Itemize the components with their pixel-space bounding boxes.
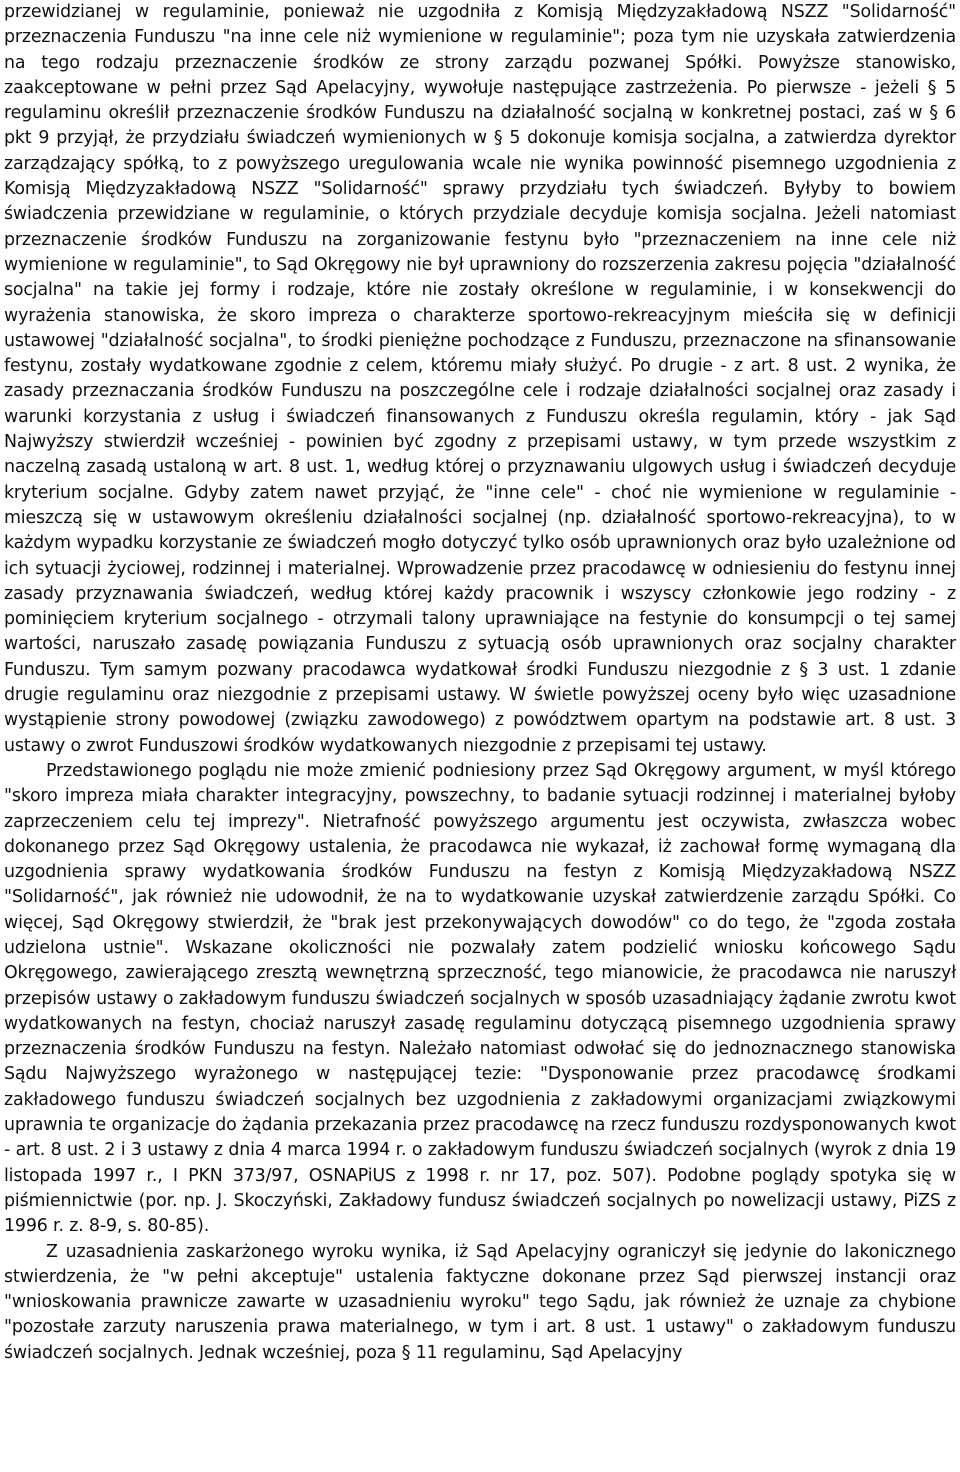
- paragraph-1: przewidzianej w regulaminie, ponieważ nie uzgodniła z Komisją Międzyzakładową NSZZ "Solidarność" przeznaczenia Funduszu "na inne cele niż wymienione w regulaminie"; poza tym nie uzyskała zatwierdzenia na tego rodzaju przeznaczenie środków ze strony zarządu pozwanej Spółki. Powyższe stanowisko, zaakceptowane w pełni przez Sąd Apelacyjny, wywołuje następujące zastrzeżenia. Po pierwsze - jeżeli § 5 regulaminu określił przeznaczenie środków Funduszu na działalność socjalną w konkretnej postaci, zaś w § 6 pkt 9 przyjął, że przydziału świadczeń wymienionych w § 5 dokonuje komisja socjalna, a zatwierdza dyrektor zarządzający spółką, to z powyższego uregulowania wcale nie wynika powinność pisemnego uzgodnienia z Komisją Międzyzakładową NSZZ "Solidarność" sprawy przydziału tych świadczeń. Byłyby to bowiem świadczenia przewidziane w regulaminie, o których przydziale decyduje komisja socjalna. Jeżeli natomiast przeznaczenie środków Funduszu na zorganizowanie festynu było "przeznaczeniem na inne cele niż wymienione w regulaminie", to Sąd Okręgowy nie był uprawniony do rozszerzenia zakresu pojęcia "działalność socjalna" na takie jej formy i rodzaje, które nie zostały określone w regulaminie, i w konsekwencji do wyrażenia stanowiska, że skoro impreza o charakterze sportowo-rekreacyjnym mieściła się w definicji ustawowej "działalność socjalna", to środki pieniężne pochodzące z Funduszu, przeznaczone na sfinansowanie festynu, zostały wydatkowane zgodnie z celem, któremu miały służyć. Po drugie - z art. 8 ust. 2 wynika, że zasady przeznaczania środków Funduszu na poszczególne cele i rodzaje działalności socjalnej oraz zasady i warunki korzystania z usług i świadczeń finansowanych z Funduszu określa regulamin, który - jak Sąd Najwyższy stwierdził wcześniej - powinien być zgodny z przepisami ustawy, w tym przede wszystkim z naczelną zasadą ustaloną w art. 8 ust. 1, według której o przyznawaniu ulgowych usług i świadczeń decyduje kryterium socjalne. Gdyby zatem nawet przyjąć, że "inne cele" - choć nie wymienione w regulaminie - mieszczą się w ustawowym określeniu działalności socjalnej (np. działalność sportowo-rekreacyjna), to w każdym wypadku korzystanie ze świadczeń mogło dotyczyć tylko osób uprawnionych oraz było uzależnione od ich sytuacji życiowej, rodzinnej i materialnej. Wprowadzenie przez pracodawcę w odniesieniu do festynu innej zasady przyznawania świadczeń, według której każdy pracownik i wszyscy członkowie jego rodziny - z pominięciem kryterium socjalnego - otrzymali talony uprawniające na festynie do konsumpcji o tej samej wartości, naruszało zasadę powiązania Funduszu z sytuacją osób uprawnionych oraz socjalny charakter Funduszu. Tym samym pozwany pracodawca wydatkował środki Funduszu niezgodnie z § 3 ust. 1 zdanie drugie regulaminu oraz niezgodnie z przepisami ustawy. W świetle powyższej oceny było więc uzasadnione wystąpienie strony powodowej (związku zawodowego) z powództwem opartym na podstawie art. 8 ust. 3 ustawy o zwrot Funduszowi środków wydatkowanych niezgodnie z przepisami tej ustawy.: [4, 2, 956, 756]
- paragraph-3: Z uzasadnienia zaskarżonego wyroku wynika, iż Sąd Apelacyjny ograniczył się jedynie do lakonicznego stwierdzenia, że "w pełni akceptuje" ustalenia faktyczne dokonane przez Sąd pierwszej instancji oraz "wnioskowania prawnicze zawarte w uzasadnieniu wyroku" tego Sądu, jak również że uznaje za chybione "pozostałe zarzuty naruszenia prawa materialnego, w tym i art. 8 ust. 1 ustawy" o zakładowym funduszu świadczeń socjalnych. Jednak wcześniej, poza § 11 regulaminu, Sąd Apelacyjny: [4, 1241, 956, 1363]
- paragraph-2: Przedstawionego poglądu nie może zmienić podniesiony przez Sąd Okręgowy argument, w myśl którego "skoro impreza miała charakter integracyjny, powszechny, to badanie sytuacji rodzinnej i materialnej byłoby zaprzeczeniem celu tej imprezy". Nietrafność powyższego argumentu jest oczywista, zwłaszcza wobec dokonanego przez Sąd Okręgowy ustalenia, że pracodawca nie wykazał, iż zachował formę wymaganą dla uzgodnienia sprawy wydatkowania środków Funduszu na festyn z Komisją Międzyzakładową NSZZ "Solidarność", jak również nie udowodnił, że na to wydatkowanie uzyskał zatwierdzenie zarządu Spółki. Co więcej, Sąd Okręgowy stwierdził, że "brak jest przekonywających dowodów" co do tego, że "zgoda została udzielona ustnie". Wskazane okoliczności nie pozwalały zatem podzielić wniosku końcowego Sądu Okręgowego, zawierającego zresztą wewnętrzną sprzeczność, tego mianowicie, że pracodawca nie naruszył przepisów ustawy o zakładowym funduszu świadczeń socjalnych w sposób uzasadniający żądanie zwrotu kwot wydatkowanych na festyn, chociaż naruszył zasadę regulaminu dotyczącą pisemnego uzgodnienia sprawy przeznaczenia środków Funduszu na festyn. Należało natomiast odwołać się do jednoznacznego stanowiska Sądu Najwyższego wyrażonego w następującej tezie: "Dysponowanie przez pracodawcę środkami zakładowego funduszu świadczeń socjalnych bez uzgodnienia z zakładowymi organizacjami związkowymi uprawnia te organizacje do żądania przekazania przez pracodawcę na rzecz funduszu rozdysponowanych kwot - art. 8 ust. 2 i 3 ustawy z dnia 4 marca 1994 r. o zakładowym funduszu świadczeń socjalnych (wyrok z dnia 19 listopada 1997 r., I PKN 373/97, OSNAPiUS z 1998 r. nr 17, poz. 507). Podobne poglądy spotyka się w piśmiennictwie (por. np. J. Skoczyński, Zakładowy fundusz świadczeń socjalnych po nowelizacji ustawy, PiZS z 1996 r. z. 8-9, s. 80-85).: [4, 760, 956, 1237]
